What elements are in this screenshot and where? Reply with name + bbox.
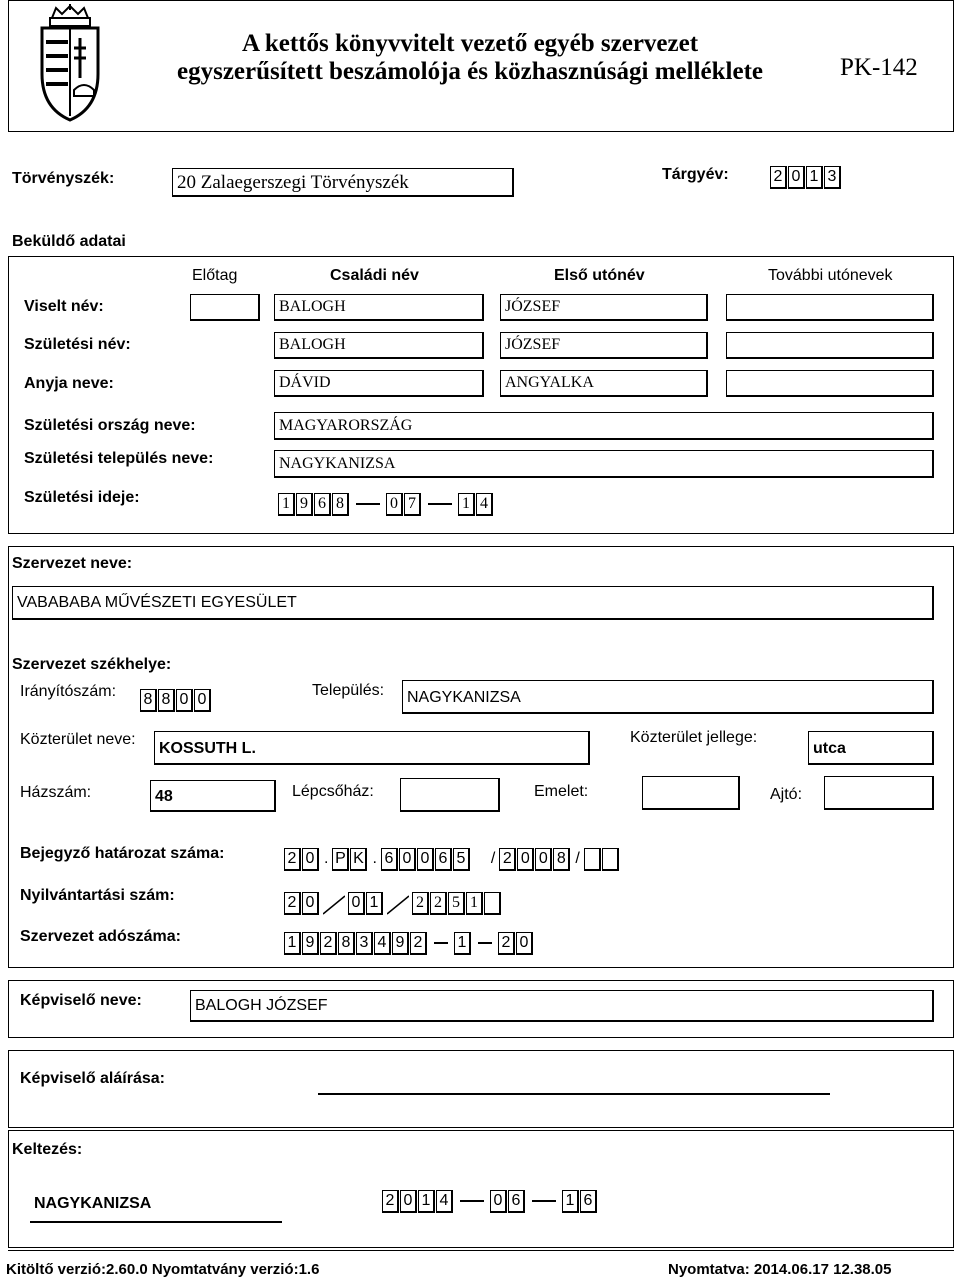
digit-cell: 0 [348, 892, 365, 915]
register-number-digits[interactable] [284, 892, 502, 915]
decision-slash: / [575, 850, 580, 867]
register-separator-icon [323, 892, 345, 915]
digit-cell: 1 [806, 166, 823, 189]
sender-section-label: Beküldő adatai [12, 233, 126, 250]
header-title-block [120, 30, 820, 86]
digit-cell: 0 [400, 1190, 417, 1213]
zip-digits[interactable] [140, 689, 212, 712]
year-digits[interactable] [770, 166, 842, 189]
digit-cell: 0 [535, 848, 552, 871]
register-part2-digits [348, 892, 384, 915]
representative-name-field[interactable]: BALOGH JÓZSEF [190, 990, 934, 1022]
birth-day-digits [458, 493, 494, 516]
digit-cell: 5 [448, 892, 465, 915]
digit-cell: 0 [417, 848, 434, 871]
digit-cell: 4 [476, 493, 493, 516]
digit-cell: 6 [580, 1190, 597, 1213]
date-separator [532, 1200, 556, 1202]
door-label: Ajtó: [770, 786, 803, 803]
digit-cell: 0 [386, 493, 403, 516]
representative-name-label: Képviselő neve: [20, 992, 142, 1009]
digit-cell: 2 [284, 892, 301, 915]
decision-dot: . [372, 850, 377, 867]
decision-letter-cells [332, 848, 368, 871]
register-part3-digits [412, 892, 484, 915]
digit-cell: 8 [158, 689, 175, 712]
house-number-field[interactable]: 48 [150, 780, 276, 812]
digit-cell: 0 [194, 689, 211, 712]
digit-cell: P [332, 848, 349, 871]
org-seat-label: Szervezet székhelye: [12, 656, 172, 673]
digit-cell: 8 [140, 689, 157, 712]
signature-label: Képviselő aláírása: [20, 1070, 165, 1087]
zip-label: Irányítószám: [20, 683, 117, 700]
header-title-line2: egyszerűsített beszámolója és közhasznúsági melléklete [177, 58, 763, 85]
tax-number-digits[interactable] [284, 932, 534, 955]
street-type-label: Közterület jellege: [630, 729, 758, 746]
register-extra-cell [484, 892, 501, 915]
decision-number-label: Bejegyző határozat száma: [20, 845, 225, 862]
current-family-field[interactable]: BALOGH [274, 294, 484, 321]
digit-cell: 0 [302, 848, 319, 871]
digit-cell: 2 [770, 166, 787, 189]
dating-year-digits [382, 1190, 454, 1213]
tax-number-label: Szervezet adószáma: [20, 928, 181, 945]
digit-cell: 8 [338, 932, 355, 955]
date-separator [460, 1200, 484, 1202]
footer-printed: Nyomtatva: 2014.06.17 12.38.05 [668, 1261, 892, 1278]
decision-slash: / [490, 850, 496, 867]
digit-cell: 0 [399, 848, 416, 871]
dating-label: Keltezés: [12, 1141, 83, 1158]
decision-extra-cell [602, 848, 619, 871]
digit-cell: 4 [374, 932, 391, 955]
birth-name-label: Születési név: [24, 336, 131, 353]
footer-rule [8, 1250, 954, 1251]
digit-cell: 9 [296, 493, 313, 516]
dating-day-digits [562, 1190, 598, 1213]
decision-court-digits [284, 848, 320, 871]
register-separator-icon [387, 892, 409, 915]
footer-versions: Kitöltő verzió:2.60.0 Nyomtatvány verzió:1.6 [6, 1261, 320, 1278]
register-number-label: Nyilvántartási szám: [20, 887, 175, 904]
digit-cell: 1 [458, 493, 475, 516]
street-field[interactable]: KOSSUTH L. [154, 731, 590, 765]
digit-cell: 0 [517, 848, 534, 871]
tax-separator [434, 942, 448, 944]
org-name-field[interactable]: VABABABA MŰVÉSZETI EGYESÜLET [12, 586, 934, 620]
digit-cell: 9 [302, 932, 319, 955]
birth-country-field[interactable]: MAGYARORSZÁG [274, 412, 934, 440]
digit-cell: 6 [435, 848, 452, 871]
digit-cell: 4 [436, 1190, 453, 1213]
tax-part2-digits [454, 932, 472, 955]
year-label: Tárgyév: [662, 166, 729, 183]
date-separator [428, 503, 452, 505]
mother-other-field[interactable] [726, 370, 934, 397]
current-first-field[interactable]: JÓZSEF [500, 294, 708, 321]
signature-frame [8, 1050, 954, 1128]
dating-place[interactable]: NAGYKANIZSA [34, 1195, 152, 1212]
tax-part1-digits [284, 932, 428, 955]
birth-year-digits [278, 493, 350, 516]
birth-family-field[interactable]: BALOGH [274, 332, 484, 359]
dating-month-digits [490, 1190, 526, 1213]
digit-cell: 2 [499, 848, 516, 871]
mother-family-field[interactable]: DÁVID [274, 370, 484, 397]
floor-label: Emelet: [534, 783, 589, 800]
street-type-field[interactable]: utca [808, 731, 934, 765]
court-field[interactable]: 20 Zalaegerszegi Törvényszék [172, 168, 514, 197]
digit-cell: 1 [278, 493, 295, 516]
digit-cell: 2 [382, 1190, 399, 1213]
digit-cell: 2 [320, 932, 337, 955]
form-code: PK-142 [840, 54, 918, 81]
decision-extra-cell [584, 848, 601, 871]
header-title-line1: A kettős könyvvitelt vezető egyéb szervezet [241, 30, 699, 57]
digit-cell: 3 [824, 166, 841, 189]
house-number-label: Házszám: [20, 784, 92, 801]
digit-cell: 1 [562, 1190, 579, 1213]
mother-name-label: Anyja neve: [24, 375, 114, 392]
dating-frame [8, 1130, 954, 1248]
birth-month-digits [386, 493, 422, 516]
street-label: Közterület neve: [20, 731, 136, 748]
city-label: Település: [312, 682, 385, 699]
digit-cell: 6 [508, 1190, 525, 1213]
signature-line[interactable] [318, 1093, 830, 1095]
court-label: Törvényszék: [12, 170, 115, 187]
digit-cell: 7 [404, 493, 421, 516]
digit-cell: 9 [392, 932, 409, 955]
birth-date-digits[interactable] [278, 493, 494, 516]
col-family-header: Családi név [330, 267, 419, 284]
tax-separator [478, 942, 492, 944]
decision-serial-digits [381, 848, 471, 871]
birth-country-label: Születési ország neve: [24, 417, 196, 434]
digit-cell: 1 [418, 1190, 435, 1213]
birth-first-field[interactable]: JÓZSEF [500, 332, 708, 359]
digit-cell: 1 [454, 932, 471, 955]
digit-cell: 1 [284, 932, 301, 955]
mother-first-field[interactable]: ANGYALKA [500, 370, 708, 397]
current-prefix-field[interactable] [190, 294, 260, 321]
digit-cell: 2 [412, 892, 429, 915]
digit-cell: 2 [410, 932, 427, 955]
decision-dot: . [324, 850, 329, 867]
dating-place-underline [30, 1221, 282, 1223]
digit-cell: K [350, 848, 367, 871]
hungarian-coat-of-arms-icon [30, 4, 110, 124]
col-first-header: Első utónév [554, 267, 645, 284]
staircase-field[interactable] [400, 778, 500, 812]
door-field[interactable] [824, 776, 934, 810]
city-field[interactable]: NAGYKANIZSA [402, 680, 934, 714]
tax-part3-digits [498, 932, 534, 955]
col-other-header: További utónevek [768, 267, 893, 284]
digit-cell: 8 [332, 493, 349, 516]
digit-cell: 5 [453, 848, 470, 871]
current-other-field[interactable] [726, 294, 934, 321]
digit-cell: 2 [284, 848, 301, 871]
birth-city-label: Születési település neve: [24, 450, 214, 467]
birth-date-label: Születési ideje: [24, 489, 140, 506]
decision-number-digits[interactable] [284, 848, 620, 871]
digit-cell: 0 [302, 892, 319, 915]
date-separator [356, 503, 380, 505]
current-name-label: Viselt név: [24, 298, 104, 315]
birth-other-field[interactable] [726, 332, 934, 359]
digit-cell: 0 [176, 689, 193, 712]
digit-cell: 0 [788, 166, 805, 189]
digit-cell: 0 [516, 932, 533, 955]
digit-cell: 6 [314, 493, 331, 516]
birth-city-field[interactable]: NAGYKANIZSA [274, 450, 934, 478]
digit-cell: 6 [381, 848, 398, 871]
col-prefix-header: Előtag [192, 267, 238, 284]
digit-cell: 0 [490, 1190, 507, 1213]
decision-year-digits [499, 848, 571, 871]
staircase-label: Lépcsőház: [292, 783, 374, 800]
digit-cell: 1 [366, 892, 383, 915]
digit-cell: 2 [498, 932, 515, 955]
register-part1-digits [284, 892, 320, 915]
digit-cell: 8 [553, 848, 570, 871]
digit-cell: 3 [356, 932, 373, 955]
digit-cell: 2 [430, 892, 447, 915]
floor-field[interactable] [642, 776, 740, 810]
digit-cell: 1 [466, 892, 483, 915]
dating-date-digits[interactable] [382, 1190, 598, 1213]
org-name-label: Szervezet neve: [12, 555, 133, 572]
